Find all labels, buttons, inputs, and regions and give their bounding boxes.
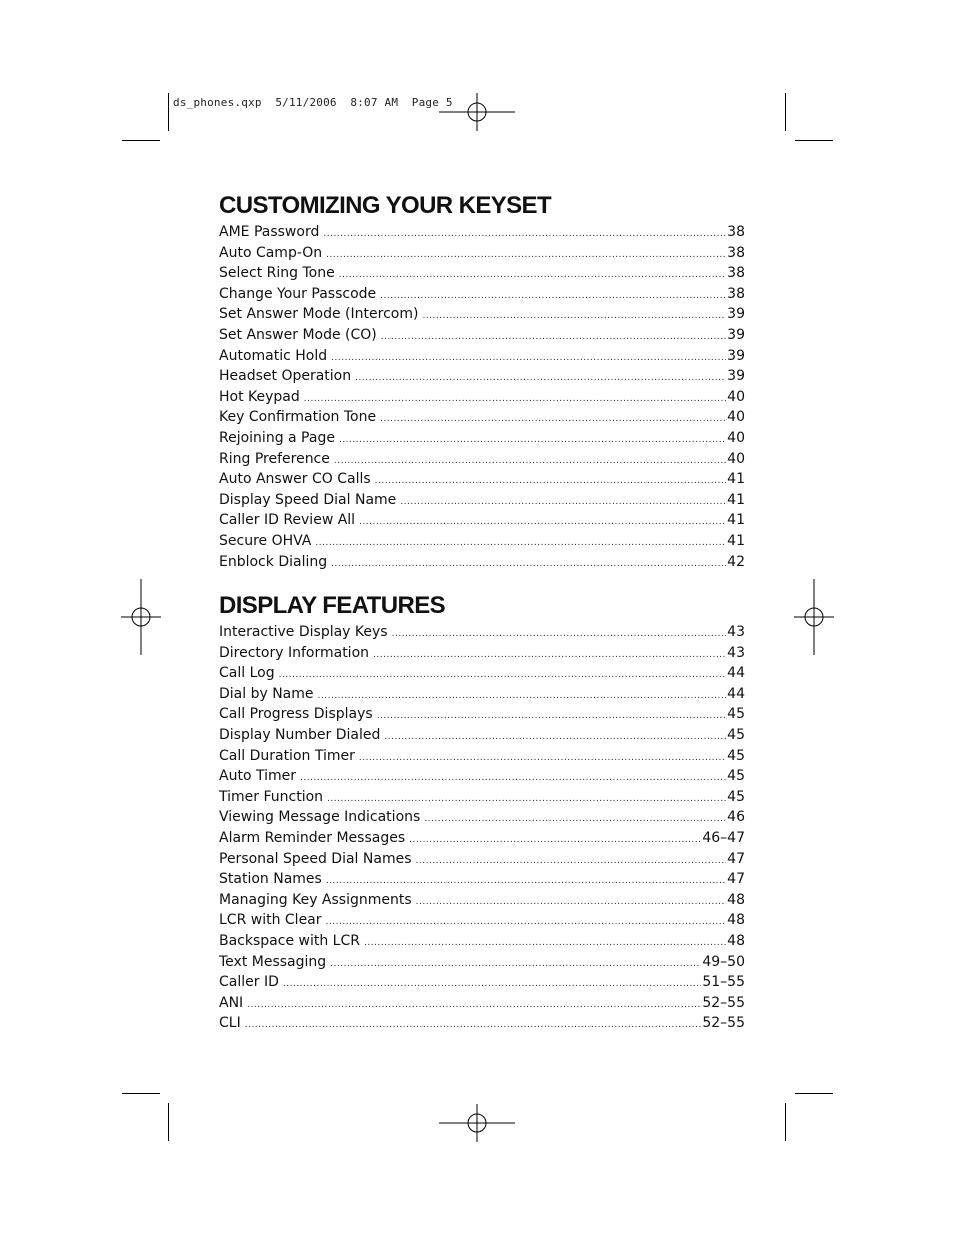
dot-leader xyxy=(380,286,726,307)
toc-entry-page-number: 41 xyxy=(727,471,745,488)
toc-entry-page-number: 40 xyxy=(727,388,745,405)
toc-entry-label: Dial by Name xyxy=(219,685,314,702)
toc-entry-page-number: 39 xyxy=(727,347,745,364)
dot-leader xyxy=(373,645,726,666)
registration-mark-left-middle-icon xyxy=(120,578,162,656)
crop-mark-bottom-left-horizontal xyxy=(122,1093,160,1094)
registration-mark-bottom-center-icon xyxy=(437,1103,517,1143)
toc-entry xyxy=(219,284,745,305)
crop-mark-bottom-left-vertical xyxy=(168,1103,169,1141)
toc-entry-page-number: 42 xyxy=(727,553,745,570)
dot-leader xyxy=(331,554,726,575)
toc-entry-page-number: 45 xyxy=(727,747,745,764)
toc-entry-page-number: 41 xyxy=(727,491,745,508)
dot-leader xyxy=(377,706,726,727)
crop-mark-bottom-right-vertical xyxy=(785,1103,786,1141)
toc-entry-page-number: 52–55 xyxy=(702,994,745,1011)
toc-entry xyxy=(219,952,745,973)
toc-entry-page-number: 43 xyxy=(727,624,745,641)
toc-entry-label: Ring Preference xyxy=(219,450,330,467)
toc-entry-page-number: 47 xyxy=(727,850,745,867)
dot-leader xyxy=(247,995,701,1016)
toc-entry xyxy=(219,325,745,346)
toc-entry-page-number: 44 xyxy=(727,665,745,682)
toc-entry xyxy=(219,849,745,870)
dot-leader xyxy=(326,245,726,266)
toc-entry-page-number: 48 xyxy=(727,912,745,929)
toc-entry-label: Caller ID xyxy=(219,974,279,991)
dot-leader xyxy=(315,533,726,554)
toc-entry xyxy=(219,993,745,1014)
dot-leader xyxy=(355,368,726,389)
toc-entry-label: Headset Operation xyxy=(219,368,352,385)
dot-leader xyxy=(416,892,727,913)
toc-entry-page-number: 38 xyxy=(727,224,745,240)
toc-entry-label: Auto Camp-On xyxy=(219,244,323,261)
table-of-contents xyxy=(219,190,745,1034)
toc-entry-label: Alarm Reminder Messages xyxy=(219,830,406,847)
toc-entry-label: LCR with Clear xyxy=(219,912,322,929)
toc-entry-page-number: 40 xyxy=(727,429,745,446)
toc-entry-page-number: 39 xyxy=(727,306,745,323)
toc-entry xyxy=(219,890,745,911)
toc-entry xyxy=(219,407,745,428)
toc-entry-page-number: 38 xyxy=(727,244,745,261)
toc-entry-label: Station Names xyxy=(219,871,322,888)
toc-entry-page-number: 41 xyxy=(727,532,745,549)
toc-entry xyxy=(219,787,745,808)
dot-leader xyxy=(384,727,726,748)
dot-leader xyxy=(323,224,726,245)
dot-leader xyxy=(330,954,701,975)
toc-list xyxy=(219,622,745,1034)
toc-entry-page-number: 45 xyxy=(727,706,745,723)
toc-entry xyxy=(219,490,745,511)
toc-entry xyxy=(219,807,745,828)
dot-leader xyxy=(331,348,726,369)
dot-leader xyxy=(416,851,727,872)
toc-entry xyxy=(219,663,745,684)
toc-entry-page-number: 40 xyxy=(727,409,745,426)
dot-leader xyxy=(245,1015,702,1036)
toc-entry xyxy=(219,704,745,725)
toc-entry xyxy=(219,449,745,470)
toc-entry-page-number: 38 xyxy=(727,265,745,282)
dot-leader xyxy=(283,974,701,995)
dot-leader xyxy=(359,512,726,533)
dot-leader xyxy=(359,748,726,769)
toc-entry xyxy=(219,469,745,490)
toc-entry xyxy=(219,263,745,284)
toc-entry-label: Select Ring Tone xyxy=(219,265,335,282)
dot-leader xyxy=(424,809,726,830)
print-slug-line: ds_phones.qxp 5/11/2006 8:07 AM Page 5 xyxy=(173,96,453,109)
toc-entry-page-number: 46 xyxy=(727,809,745,826)
dot-leader xyxy=(304,389,726,410)
toc-entry xyxy=(219,552,745,573)
dot-leader xyxy=(326,871,726,892)
toc-entry xyxy=(219,366,745,387)
toc-entry-page-number: 49–50 xyxy=(702,953,745,970)
toc-entry-label: Enblock Dialing xyxy=(219,553,328,570)
toc-list xyxy=(219,222,745,572)
dot-leader xyxy=(300,768,726,789)
toc-entry-label: Directory Information xyxy=(219,644,370,661)
section-title: DISPLAY FEATURES xyxy=(219,592,446,620)
toc-entry xyxy=(219,222,745,243)
toc-entry-page-number: 47 xyxy=(727,871,745,888)
toc-entry-page-number: 45 xyxy=(727,727,745,744)
toc-entry xyxy=(219,622,745,643)
dot-leader xyxy=(409,830,701,851)
toc-entry xyxy=(219,531,745,552)
dot-leader xyxy=(392,624,727,645)
dot-leader xyxy=(339,430,726,451)
toc-entry-label: Display Number Dialed xyxy=(219,727,381,744)
dot-leader xyxy=(364,933,726,954)
crop-mark-top-left-horizontal xyxy=(122,140,160,141)
dot-leader xyxy=(326,912,727,933)
registration-mark-right-middle-icon xyxy=(793,578,835,656)
toc-entry-label: Call Log xyxy=(219,665,275,682)
toc-entry-label: Display Speed Dial Name xyxy=(219,491,397,508)
toc-entry-label: Auto Answer CO Calls xyxy=(219,471,371,488)
toc-entry-page-number: 46–47 xyxy=(702,830,745,847)
toc-entry-label: Call Progress Displays xyxy=(219,706,373,723)
toc-entry-label: Timer Function xyxy=(219,788,324,805)
toc-entry-page-number: 43 xyxy=(727,644,745,661)
toc-entry-label: ANI xyxy=(219,994,244,1011)
toc-entry-page-number: 45 xyxy=(727,768,745,785)
toc-entry-label: CLI xyxy=(219,1015,241,1032)
toc-entry xyxy=(219,725,745,746)
toc-entry-label: AME Password xyxy=(219,224,320,240)
toc-entry xyxy=(219,428,745,449)
toc-entry xyxy=(219,972,745,993)
crop-mark-top-left-vertical xyxy=(168,93,169,131)
toc-entry-page-number: 52–55 xyxy=(702,1015,745,1032)
toc-entry xyxy=(219,931,745,952)
toc-entry-label: Call Duration Timer xyxy=(219,747,355,764)
toc-entry-page-number: 48 xyxy=(727,891,745,908)
toc-entry-page-number: 51–55 xyxy=(702,974,745,991)
toc-entry xyxy=(219,746,745,767)
toc-entry-label: Backspace with LCR xyxy=(219,933,360,949)
dot-leader xyxy=(327,789,726,810)
toc-entry-label: Key Confirmation Tone xyxy=(219,409,377,426)
section-title: CUSTOMIZING YOUR KEYSET xyxy=(219,192,552,219)
toc-entry xyxy=(219,1013,745,1034)
toc-entry-page-number: 45 xyxy=(727,788,745,805)
toc-entry xyxy=(219,510,745,531)
toc-entry-label: Secure OHVA xyxy=(219,532,312,549)
toc-entry xyxy=(219,243,745,264)
toc-entry-label: Caller ID Review All xyxy=(219,512,356,529)
toc-entry xyxy=(219,643,745,664)
dot-leader xyxy=(318,686,727,707)
dot-leader xyxy=(380,409,726,430)
toc-entry-page-number: 48 xyxy=(727,933,745,949)
toc-entry xyxy=(219,387,745,408)
toc-entry-label: Rejoining a Page xyxy=(219,429,335,446)
dot-leader xyxy=(381,327,726,348)
toc-section-customizing xyxy=(219,190,745,572)
toc-entry-label: Set Answer Mode (CO) xyxy=(219,326,377,343)
toc-entry-label: Set Answer Mode (Intercom) xyxy=(219,306,419,323)
toc-entry xyxy=(219,910,745,931)
crop-mark-bottom-right-horizontal xyxy=(795,1093,833,1094)
toc-entry xyxy=(219,346,745,367)
toc-entry-label: Text Messaging xyxy=(219,953,327,970)
toc-entry-page-number: 39 xyxy=(727,368,745,385)
toc-entry-label: Interactive Display Keys xyxy=(219,624,388,641)
toc-entry-page-number: 44 xyxy=(727,685,745,702)
crop-mark-top-right-vertical xyxy=(785,93,786,131)
dot-leader xyxy=(400,492,726,513)
dot-leader xyxy=(339,265,726,286)
toc-entry xyxy=(219,304,745,325)
toc-entry-label: Personal Speed Dial Names xyxy=(219,850,412,867)
crop-mark-top-right-horizontal xyxy=(795,140,833,141)
toc-entry-label: Change Your Passcode xyxy=(219,285,377,302)
toc-entry xyxy=(219,869,745,890)
toc-entry xyxy=(219,828,745,849)
toc-entry-label: Hot Keypad xyxy=(219,388,300,405)
toc-entry-label: Viewing Message Indications xyxy=(219,809,421,826)
toc-entry-page-number: 41 xyxy=(727,512,745,529)
toc-entry xyxy=(219,684,745,705)
toc-entry-label: Automatic Hold xyxy=(219,347,328,364)
dot-leader xyxy=(375,471,727,492)
toc-entry-page-number: 40 xyxy=(727,450,745,467)
toc-entry-label: Auto Timer xyxy=(219,768,296,785)
dot-leader xyxy=(279,665,727,686)
toc-entry xyxy=(219,766,745,787)
toc-entry-page-number: 38 xyxy=(727,285,745,302)
registration-mark-top-center-icon xyxy=(437,92,517,132)
toc-entry-page-number: 39 xyxy=(727,326,745,343)
dot-leader xyxy=(334,451,726,472)
toc-section-display-features xyxy=(219,590,745,1034)
toc-entry-label: Managing Key Assignments xyxy=(219,891,412,908)
dot-leader xyxy=(422,306,726,327)
